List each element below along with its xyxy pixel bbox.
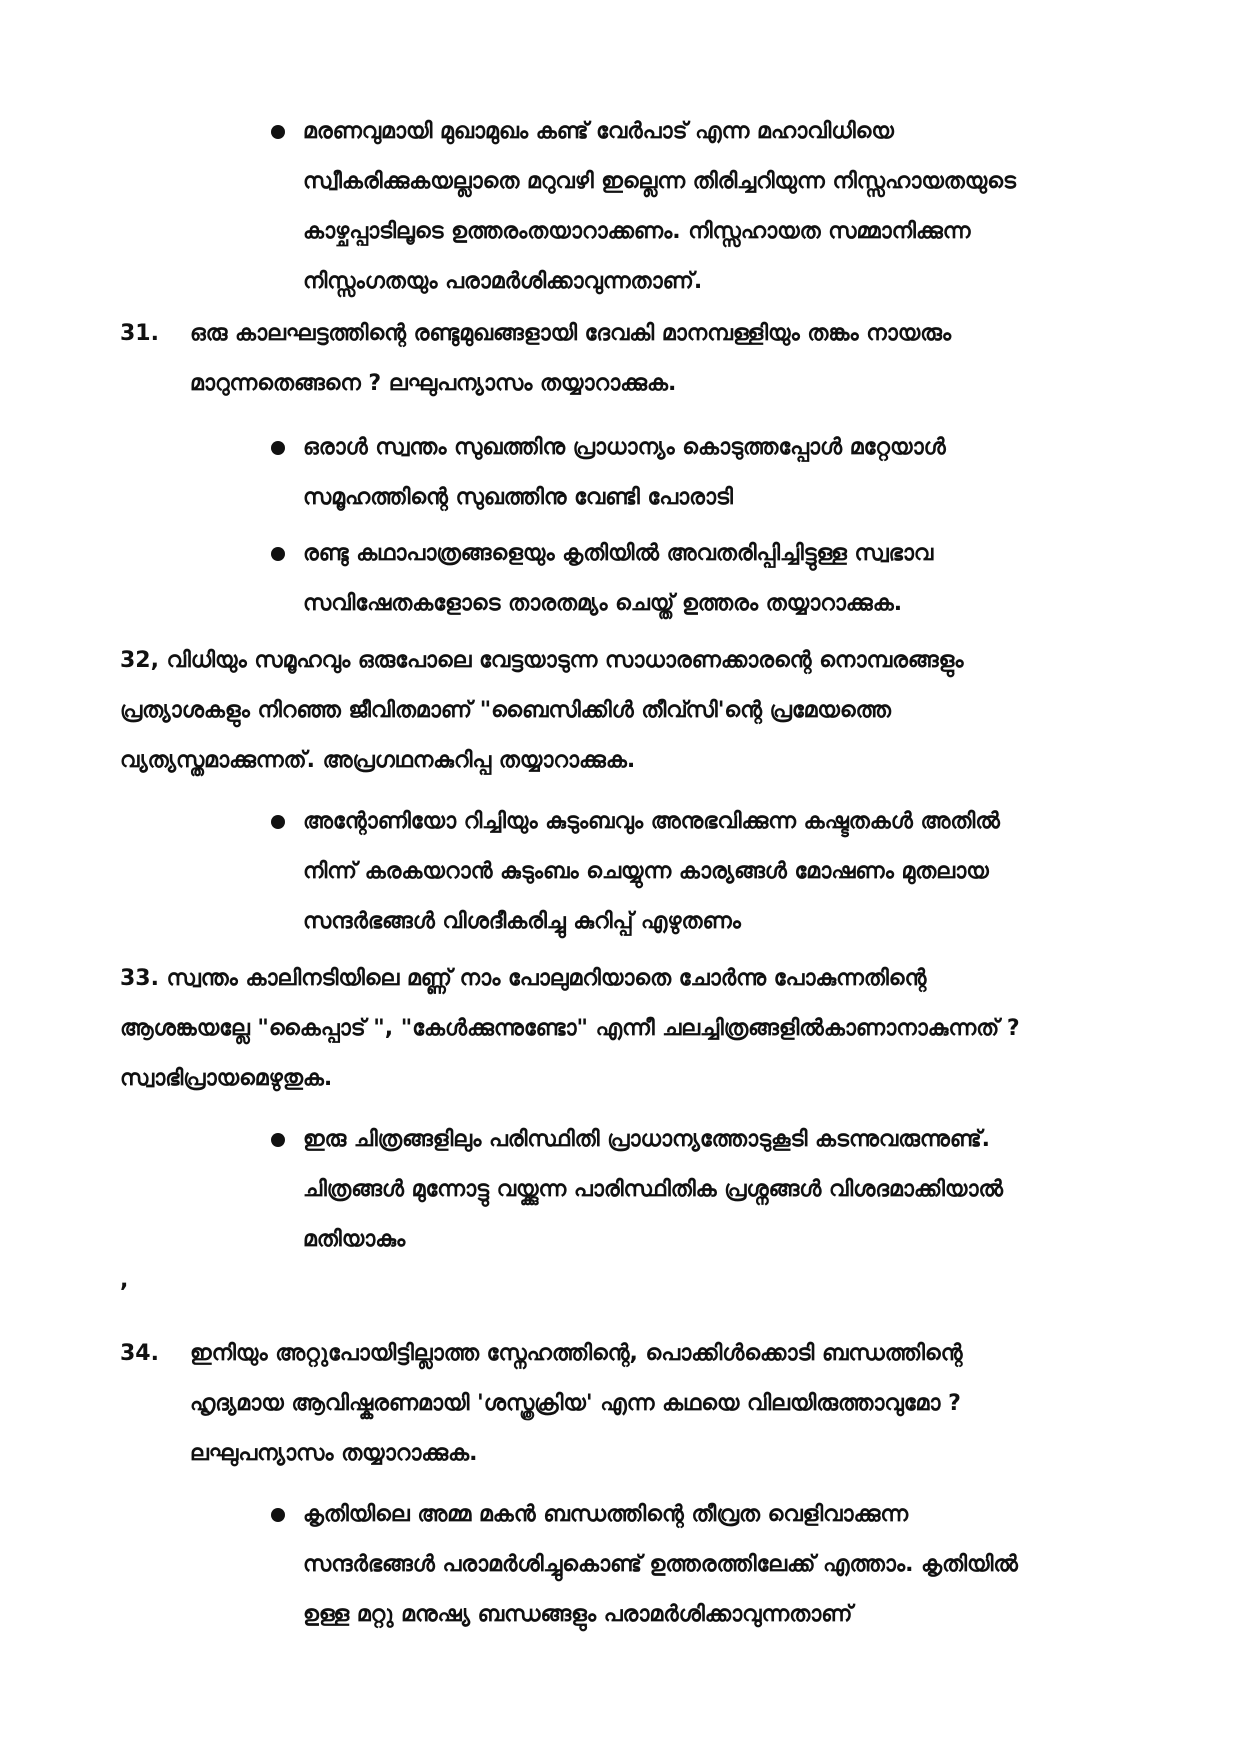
text-line: കാഴ്ചപ്പാടിലൂടെ ഉത്തരംതയാറാക്കണം. നിസ്സഹായത സമ്മാനിക്കുന്ന xyxy=(303,219,971,244)
text-line: മരണവുമായി മുഖാമുഖം കണ്ട് വേർപാട് എന്ന മഹാവിധിയെ xyxy=(303,119,894,144)
answer-hint-block xyxy=(303,1490,1018,1640)
bullet-icon xyxy=(271,547,285,561)
text-line: കൃതിയിലെ അമ്മ മകൻ ബന്ധത്തിന്റെ തീവ്രത വെളിവാക്കുന്ന xyxy=(303,1502,909,1527)
answer-hint-block xyxy=(303,529,933,629)
text-line: സന്ദർഭങ്ങൾ വിശദീകരിച്ചു കുറിപ്പ് എഴുതണം xyxy=(303,909,741,934)
answer-hint-block xyxy=(303,797,1000,947)
text-line: സന്ദർഭങ്ങൾ പരാമർശിച്ചുകൊണ്ട് ഉത്തരത്തിലേക്ക് എത്താം. കൃതിയിൽ xyxy=(303,1552,1018,1577)
text-line: ഹൃദ്യമായ ആവിഷ്കരണമായി 'ശസ്ത്രക്രിയ' എന്ന കഥയെ വിലയിരുത്താവുമോ ? xyxy=(190,1391,961,1416)
bullet-icon xyxy=(271,125,285,139)
question-text xyxy=(190,309,951,409)
text-line: അന്റോണിയോ റിച്ചിയും കുടുംബവും അനുഭവിക്കുന്ന കഷ്ടതകൾ അതിൽ xyxy=(303,809,1000,834)
text-line: ആശങ്കയല്ലേ "കൈപ്പാട് ", "കേൾക്കുന്നുണ്ടോ" എന്നീ ചലച്ചിത്രങ്ങളിൽകാണാനാകുന്നത് ? xyxy=(120,1016,1020,1041)
answer-hint-block xyxy=(303,423,946,523)
text-line: ഒരാൾ സ്വന്തം സുഖത്തിനു പ്രാധാന്യം കൊടുത്തപ്പോൾ മറ്റേയാൾ xyxy=(303,435,946,460)
text-line: ഒരു കാലഘട്ടത്തിന്റെ രണ്ടുമുഖങ്ങളായി ദേവകി മാനമ്പള്ളിയും തങ്കം നായരും xyxy=(190,321,952,346)
text-line: സ്വാഭിപ്രായമെഴുതുക. xyxy=(120,1066,333,1091)
bullet-icon xyxy=(271,1508,285,1522)
question-text xyxy=(190,1329,962,1479)
question-number: 31. xyxy=(120,321,159,346)
text-line: പ്രത്യാശകളും നിറഞ്ഞ ജീവിതമാണ് "ബൈസിക്കിൾ തീവ്സി'ന്റെ പ്രമേയത്തെ xyxy=(120,698,891,723)
text-line: മാറുന്നതെങ്ങനെ ? ലഘുപന്യാസം തയ്യാറാക്കുക. xyxy=(190,371,677,396)
text-line: നിസ്സംഗതയും പരാമർശിക്കാവുന്നതാണ്. xyxy=(303,269,703,294)
question-text xyxy=(120,954,1020,1104)
answer-hint-block xyxy=(303,107,1016,307)
text-line: ഇനിയും അറ്റുപോയിട്ടില്ലാത്ത സ്നേഹത്തിന്റെ, പൊക്കിൾക്കൊടി ബന്ധത്തിന്റെ xyxy=(190,1341,963,1366)
text-line: രണ്ടു കഥാപാത്രങ്ങളെയും കൃതിയിൽ അവതരിപ്പിച്ചിട്ടുള്ള സ്വഭാവ xyxy=(303,541,934,566)
text-line: 33. സ്വന്തം കാലിനടിയിലെ മണ്ണ് നാം പോലുമറിയാതെ ചോർന്നു പോകുന്നതിന്റെ xyxy=(120,966,927,991)
text-line: ചിത്രങ്ങൾ മുന്നോട്ടു വയ്ക്കുന്ന പാരിസ്ഥിതിക പ്രശ്നങ്ങൾ വിശദമാക്കിയാൽ xyxy=(303,1177,1004,1202)
text-line: മതിയാകും xyxy=(303,1227,406,1252)
answer-hint-block xyxy=(303,1115,1003,1265)
text-line: സമൂഹത്തിന്റെ സുഖത്തിനു വേണ്ടി പോരാടി xyxy=(303,485,733,510)
bullet-icon xyxy=(271,1133,285,1147)
question-text xyxy=(120,636,964,786)
text-line: ഇരു ചിത്രങ്ങളിലും പരിസ്ഥിതി പ്രാധാന്യത്തോടുകൂടി കടന്നുവരുന്നുണ്ട്. xyxy=(303,1127,990,1152)
text-line: ലഘുപന്യാസം തയ്യാറാക്കുക. xyxy=(190,1441,478,1466)
text-line: ഉള്ള മറ്റു മനുഷ്യ ബന്ധങ്ങളും പരാമർശിക്കാവുന്നതാണ് xyxy=(303,1602,853,1627)
question-number: 34. xyxy=(120,1341,159,1366)
bullet-icon xyxy=(271,815,285,829)
stray-mark: , xyxy=(120,1268,129,1293)
text-line: സ്വീകരിക്കുകയല്ലാതെ മറുവഴി ഇല്ലെന്ന തിരിച്ചറിയുന്ന നിസ്സഹായതയുടെ xyxy=(303,169,1016,194)
text-line: 32, വിധിയും സമൂഹവും ഒരുപോലെ വേട്ടയാടുന്ന സാധാരണക്കാരന്റെ നൊമ്പരങ്ങളും xyxy=(120,648,964,673)
text-line: വ്യത്യസ്തമാക്കുന്നത്. അപ്രഗഥനകുറിപ്പ തയ്യാറാക്കുക. xyxy=(120,748,636,773)
text-line: നിന്ന് കരകയറാൻ കുടുംബം ചെയ്യുന്ന കാര്യങ്ങൾ മോഷണം മുതലായ xyxy=(303,859,989,884)
bullet-icon xyxy=(271,441,285,455)
text-line: സവിഷേതകളോടെ താരതമ്യം ചെയ്ത് ഉത്തരം തയ്യാറാക്കുക. xyxy=(303,591,903,616)
